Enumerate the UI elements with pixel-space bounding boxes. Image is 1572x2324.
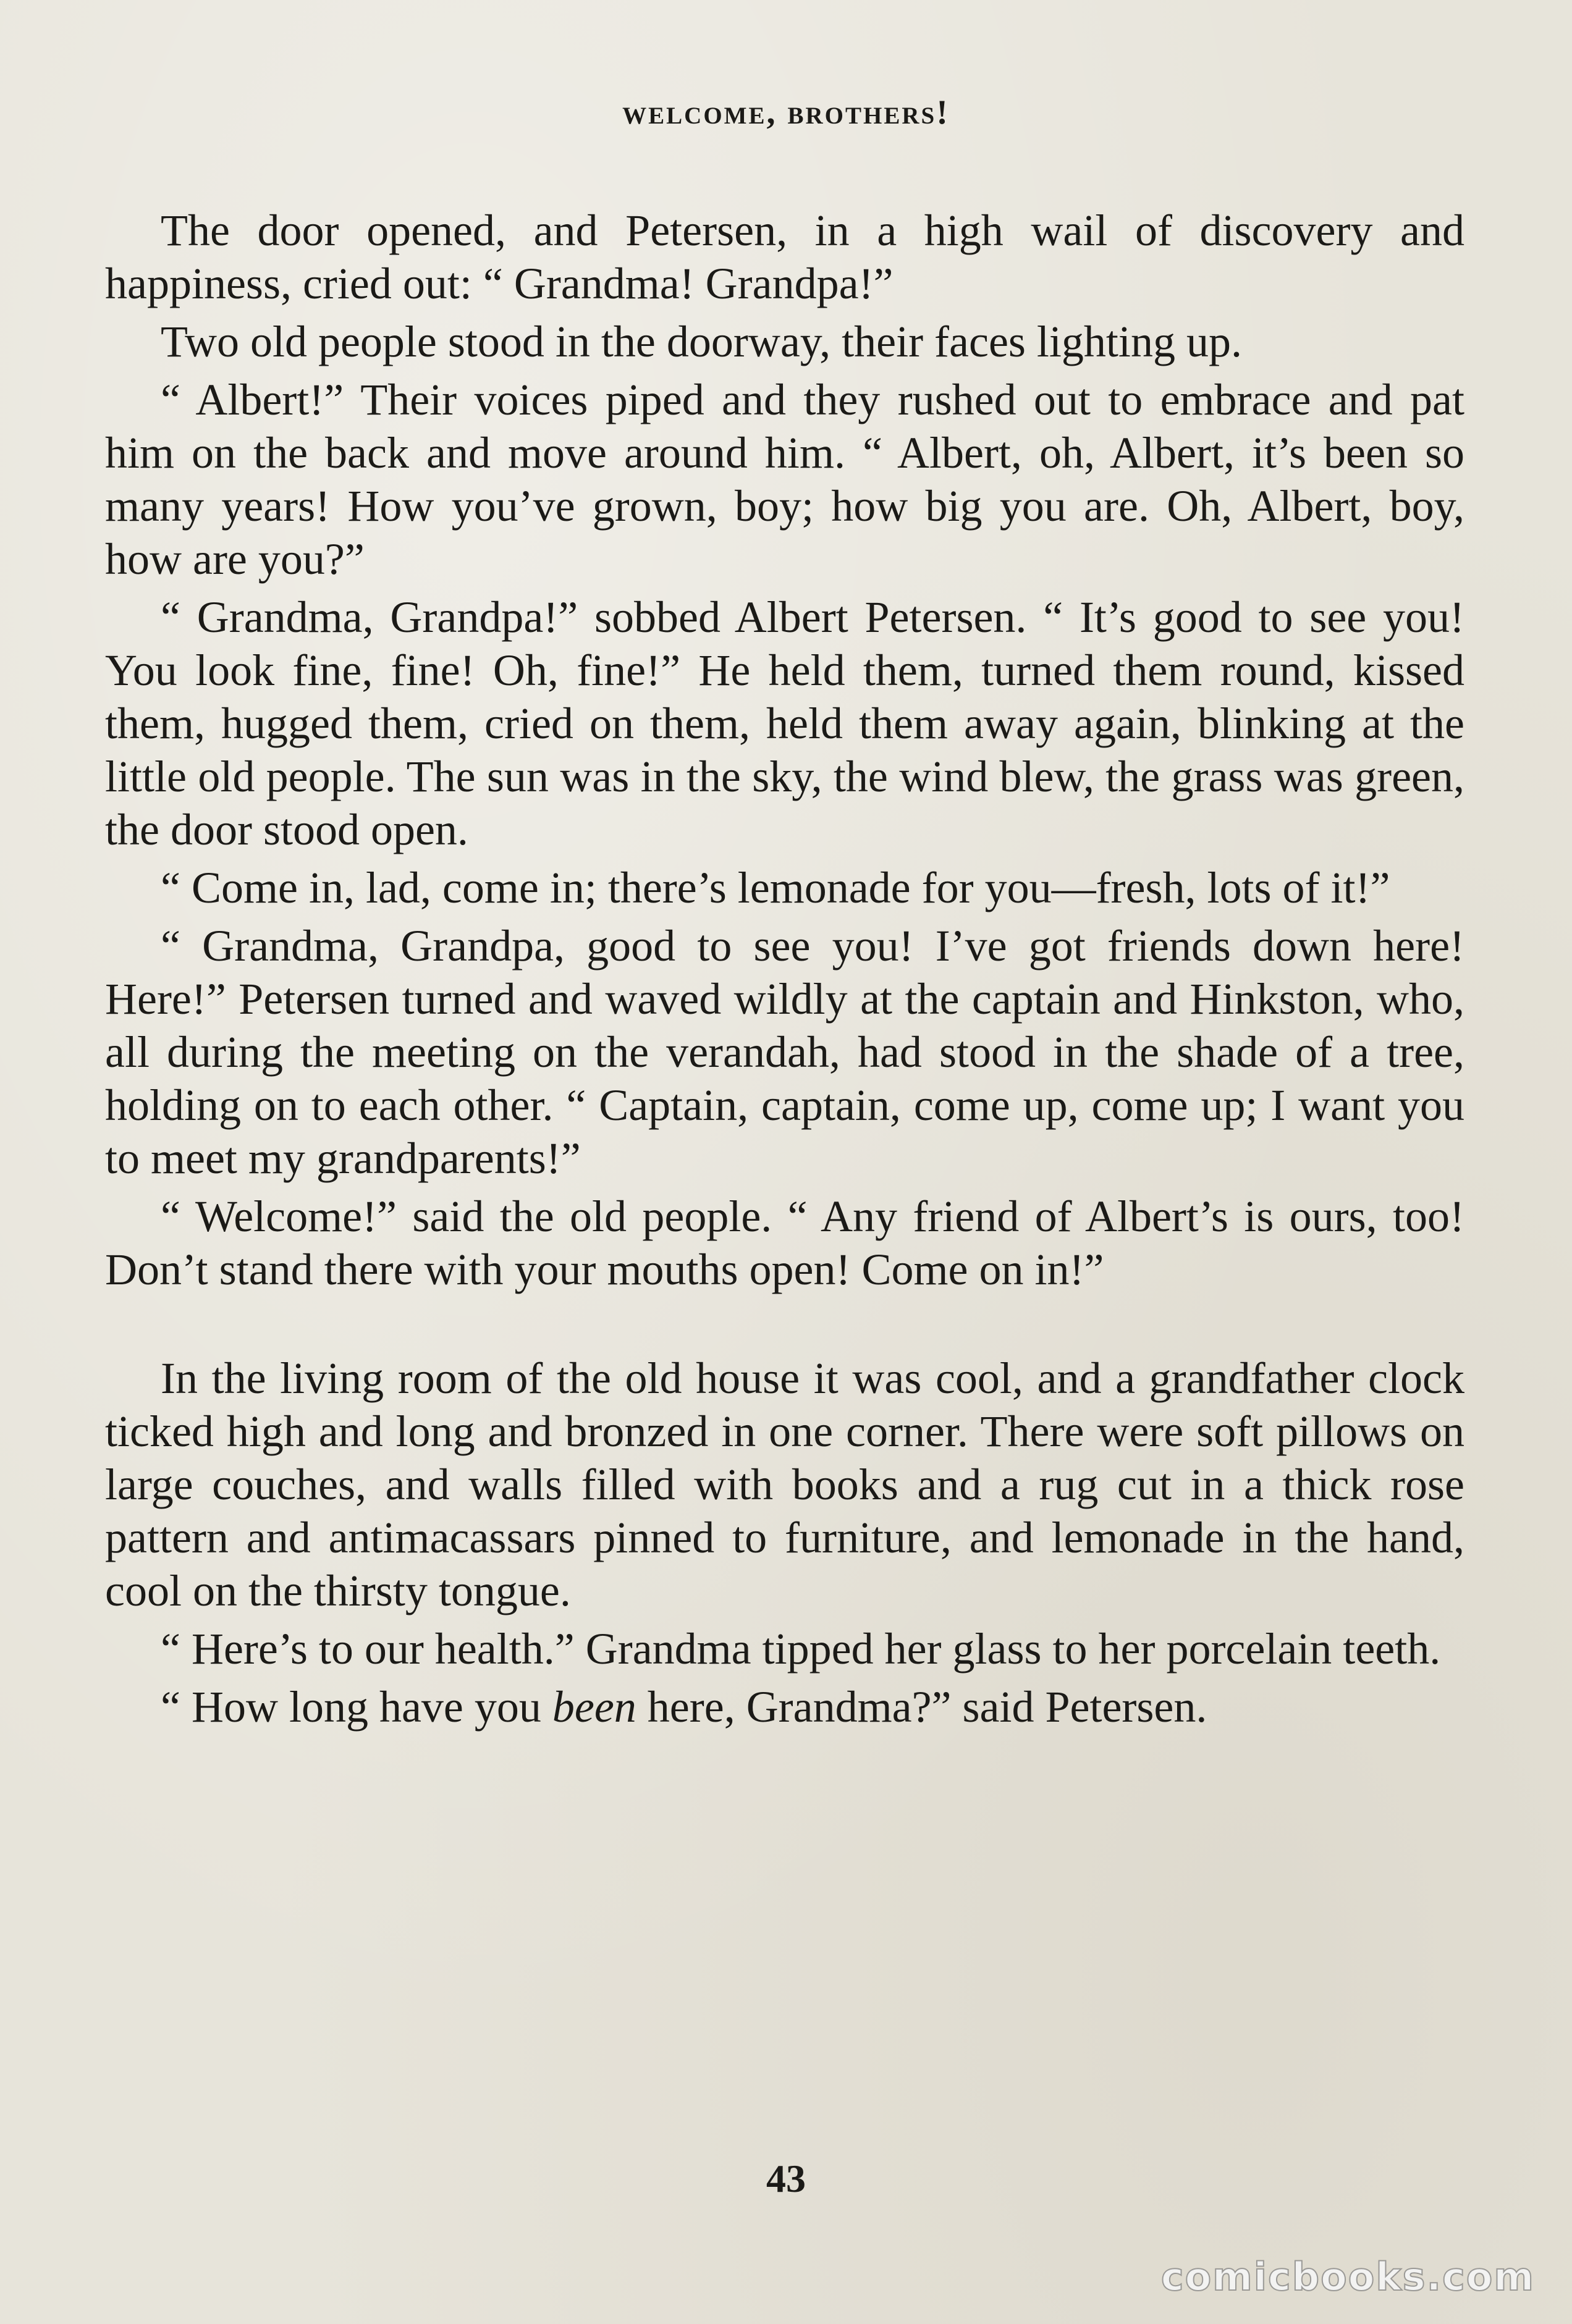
body-text xyxy=(105,204,1464,1738)
paragraph: “ Here’s to our health.” Grandma tipped her glass to her porcelain teeth. xyxy=(161,1624,1441,1674)
paragraph: “ Welcome!” said the old people. “ Any friend of Albert’s is ours, too! Don’t stand there with your mouths open! Come on in!” xyxy=(105,1192,1464,1294)
italic-emphasis: been xyxy=(552,1682,636,1732)
paragraph: “ Grandma, Grandpa!” sobbed Albert Petersen. “ It’s good to see you! You look fine, fine! Oh, fine!” He held them, turned them round, kissed them, hugged them, cried on them, held them away again, blinking at the little old people. The sun was in the sky, the wind blew, the grass was green, the door stood open. xyxy=(105,592,1464,854)
paragraph: The door opened, and Petersen, in a high wail of discovery and happiness, cried out: “ Grandma! Grandpa!” xyxy=(105,206,1464,308)
running-head: welcome, brothers! xyxy=(622,93,950,132)
paragraph: In the living room of the old house it was cool, and a grandfather clock ticked high and long and bronzed in one corner. There were soft pillows on large couches, and walls filled with books and a rug cut in a thick rose pattern and antimacassars pinned to furniture, and lemonade in the hand, cool on the thirsty tongue. xyxy=(105,1354,1464,1615)
text-run: “ How long have you xyxy=(161,1682,552,1732)
page-number: 43 xyxy=(766,2157,806,2200)
paragraph: “ Grandma, Grandpa, good to see you! I’ve got friends down here! Here!” Petersen turned and waved wildly at the captain and Hinkston, who, all during the meeting on the verandah, had stood in the shade of a tree, holding on to each other. “ Captain, captain, come up, come up; I want you to meet my grandparents!” xyxy=(105,921,1464,1183)
watermark: comicbooks.com xyxy=(1160,2254,1535,2299)
paragraph: “ Come in, lad, come in; there’s lemonade for you—fresh, lots of it!” xyxy=(161,863,1390,912)
paragraph: “ Albert!” Their voices piped and they rushed out to embrace and pat him on the back and move around him. “ Albert, oh, Albert, it’s been so many years! How you’ve grown, boy; how big you are. Oh, Albert, boy, how are you?” xyxy=(105,375,1464,584)
paragraph: Two old people stood in the doorway, their faces lighting up. xyxy=(161,317,1242,366)
text-run: here, Grandma?” said Petersen. xyxy=(636,1682,1207,1732)
paragraph-last xyxy=(105,1680,1464,1733)
